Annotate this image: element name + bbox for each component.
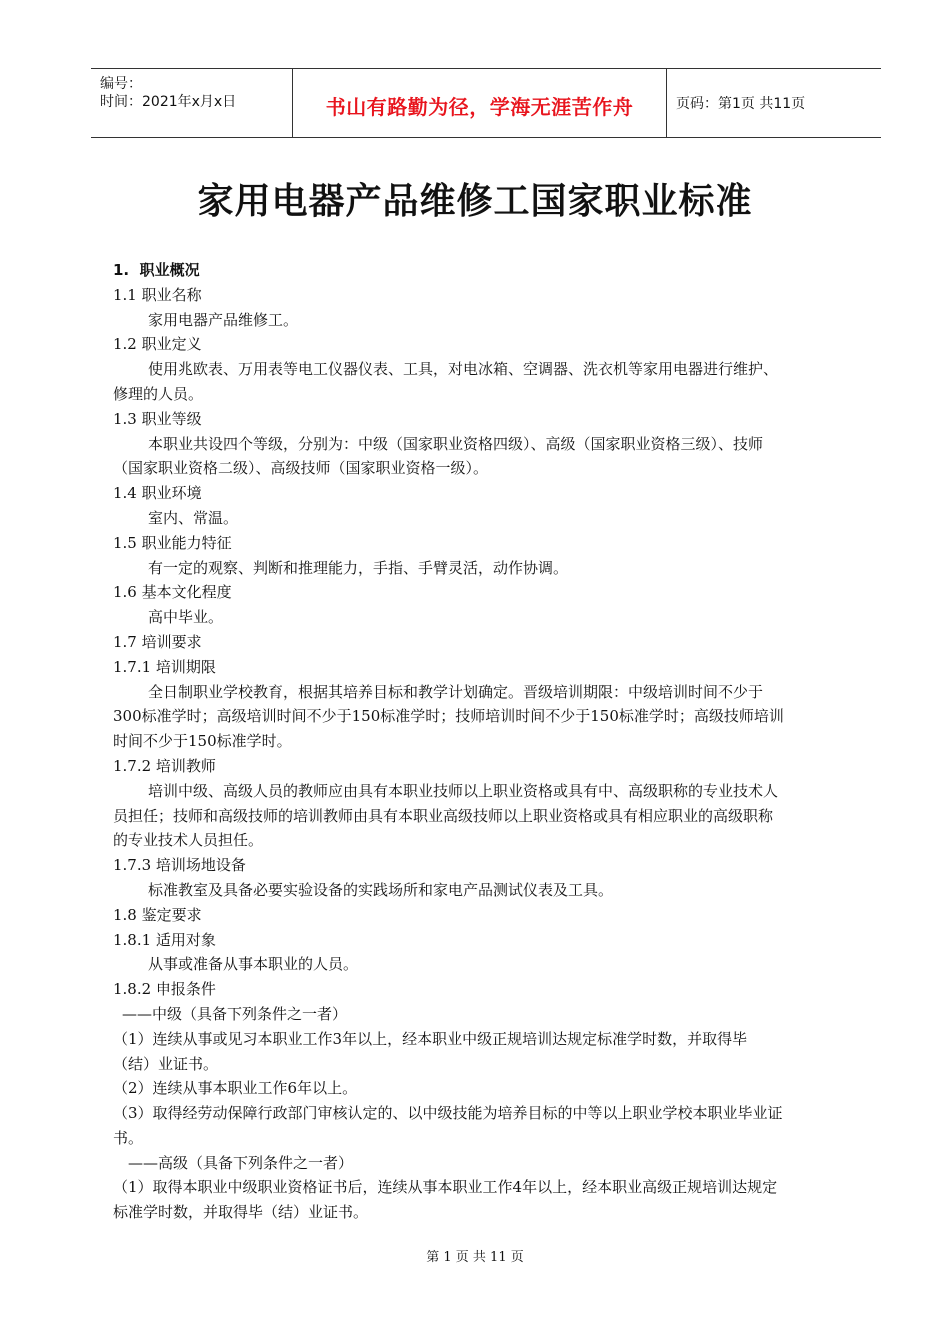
body-line: 标准学时数，并取得毕（结）业证书。 [113, 1203, 369, 1222]
body-line: （1）取得本职业中级职业资格证书后，连续从事本职业工作4年以上，经本职业高级正规培训达规定 [113, 1178, 778, 1197]
header-motto: 书山有路勤为径，学海无涯苦作舟 [325, 95, 634, 119]
body-line: 员担任；技师和高级技师的培训教师由具有本职业高级技师以上职业资格或具有相应职业的高级职称 [113, 806, 774, 825]
body-line: 1.8.2 申报条件 [113, 980, 216, 999]
body-line: 室内、常温。 [148, 508, 239, 527]
body-line: 1.3 职业等级 [113, 409, 202, 428]
time-label: 时间：2021年x月x日 [100, 94, 237, 110]
body-line: 从事或准备从事本职业的人员。 [148, 955, 359, 974]
document-body [113, 258, 863, 1225]
body-line: 本职业共设四个等级，分别为：中级（国家职业资格四级）、高级（国家职业资格三级）、技师 [148, 434, 764, 453]
body-line: 1.7 培训要求 [113, 632, 202, 651]
body-line: 1.4 职业环境 [113, 484, 202, 503]
body-line: （3）取得经劳动保障行政部门审核认定的、以中级技能为培养目标的中等以上职业学校本职业毕业证 [113, 1104, 783, 1123]
body-line: 培训中级、高级人员的教师应由具有本职业技师以上职业资格或具有中、高级职称的专业技术人 [148, 781, 779, 800]
body-line: 修理的人员。 [113, 384, 204, 403]
body-line: 时间不少于150标准学时。 [113, 732, 292, 751]
body-line: 1.8 鉴定要求 [113, 905, 202, 924]
header-motto-cell [292, 69, 667, 137]
body-line: 1.8.1 适用对象 [113, 930, 216, 949]
body-line: （1）连续从事或见习本职业工作3年以上，经本职业中级正规培训达规定标准学时数，并取得毕 [113, 1029, 748, 1048]
body-line: 1.5 职业能力特征 [113, 533, 232, 552]
body-line: 家用电器产品维修工。 [148, 310, 299, 329]
body-line: 300标准学时；高级培训时间不少于150标准学时；技师培训时间不少于150标准学时；高级技师培训 [113, 707, 784, 726]
body-line: 标准教室及具备必要实验设备的实践场所和家电产品测试仪表及工具。 [148, 880, 614, 899]
body-line: 全日制职业学校教育，根据其培养目标和教学计划确定。晋级培训期限：中级培训时间不少于 [148, 682, 764, 701]
body-line: 高中毕业。 [148, 608, 224, 627]
body-line: ——高级（具备下列条件之一者） [128, 1153, 354, 1172]
body-line: 1.1 职业名称 [113, 285, 202, 304]
body-line: 书。 [113, 1128, 144, 1147]
body-line: 有一定的观察、判断和推理能力，手指、手臂灵活，动作协调。 [148, 558, 569, 577]
body-line: 1.2 职业定义 [113, 335, 202, 354]
body-line: 1.6 基本文化程度 [113, 583, 232, 602]
body-line: 使用兆欧表、万用表等电工仪器仪表、工具，对电冰箱、空调器、洗衣机等家用电器进行维护、 [148, 360, 779, 379]
page-info: 页码：第1页 共11页 [676, 96, 806, 112]
body-line: （结）业证书。 [113, 1054, 219, 1073]
body-line: （国家职业资格二级）、高级技师（国家职业资格一级）。 [113, 459, 489, 478]
header-meta [91, 69, 291, 137]
number-label: 编号： [100, 76, 142, 92]
body-line: （2）连续从事本职业工作6年以上。 [113, 1079, 358, 1098]
header-page-cell [666, 69, 881, 137]
document-title: 家用电器产品维修工国家职业标准 [197, 181, 753, 222]
body-line: ——中级（具备下列条件之一者） [122, 1004, 348, 1023]
body-line: 的专业技术人员担任。 [113, 831, 264, 850]
body-line: 1.7.3 培训场地设备 [113, 856, 246, 875]
page-header [91, 68, 881, 138]
body-line: 1.7.1 培训期限 [113, 657, 216, 676]
body-line: 1. 职业概况 [113, 261, 200, 279]
page-footer: 第 1 页 共 11 页 [426, 1250, 524, 1265]
body-line: 1.7.2 培训教师 [113, 756, 216, 775]
